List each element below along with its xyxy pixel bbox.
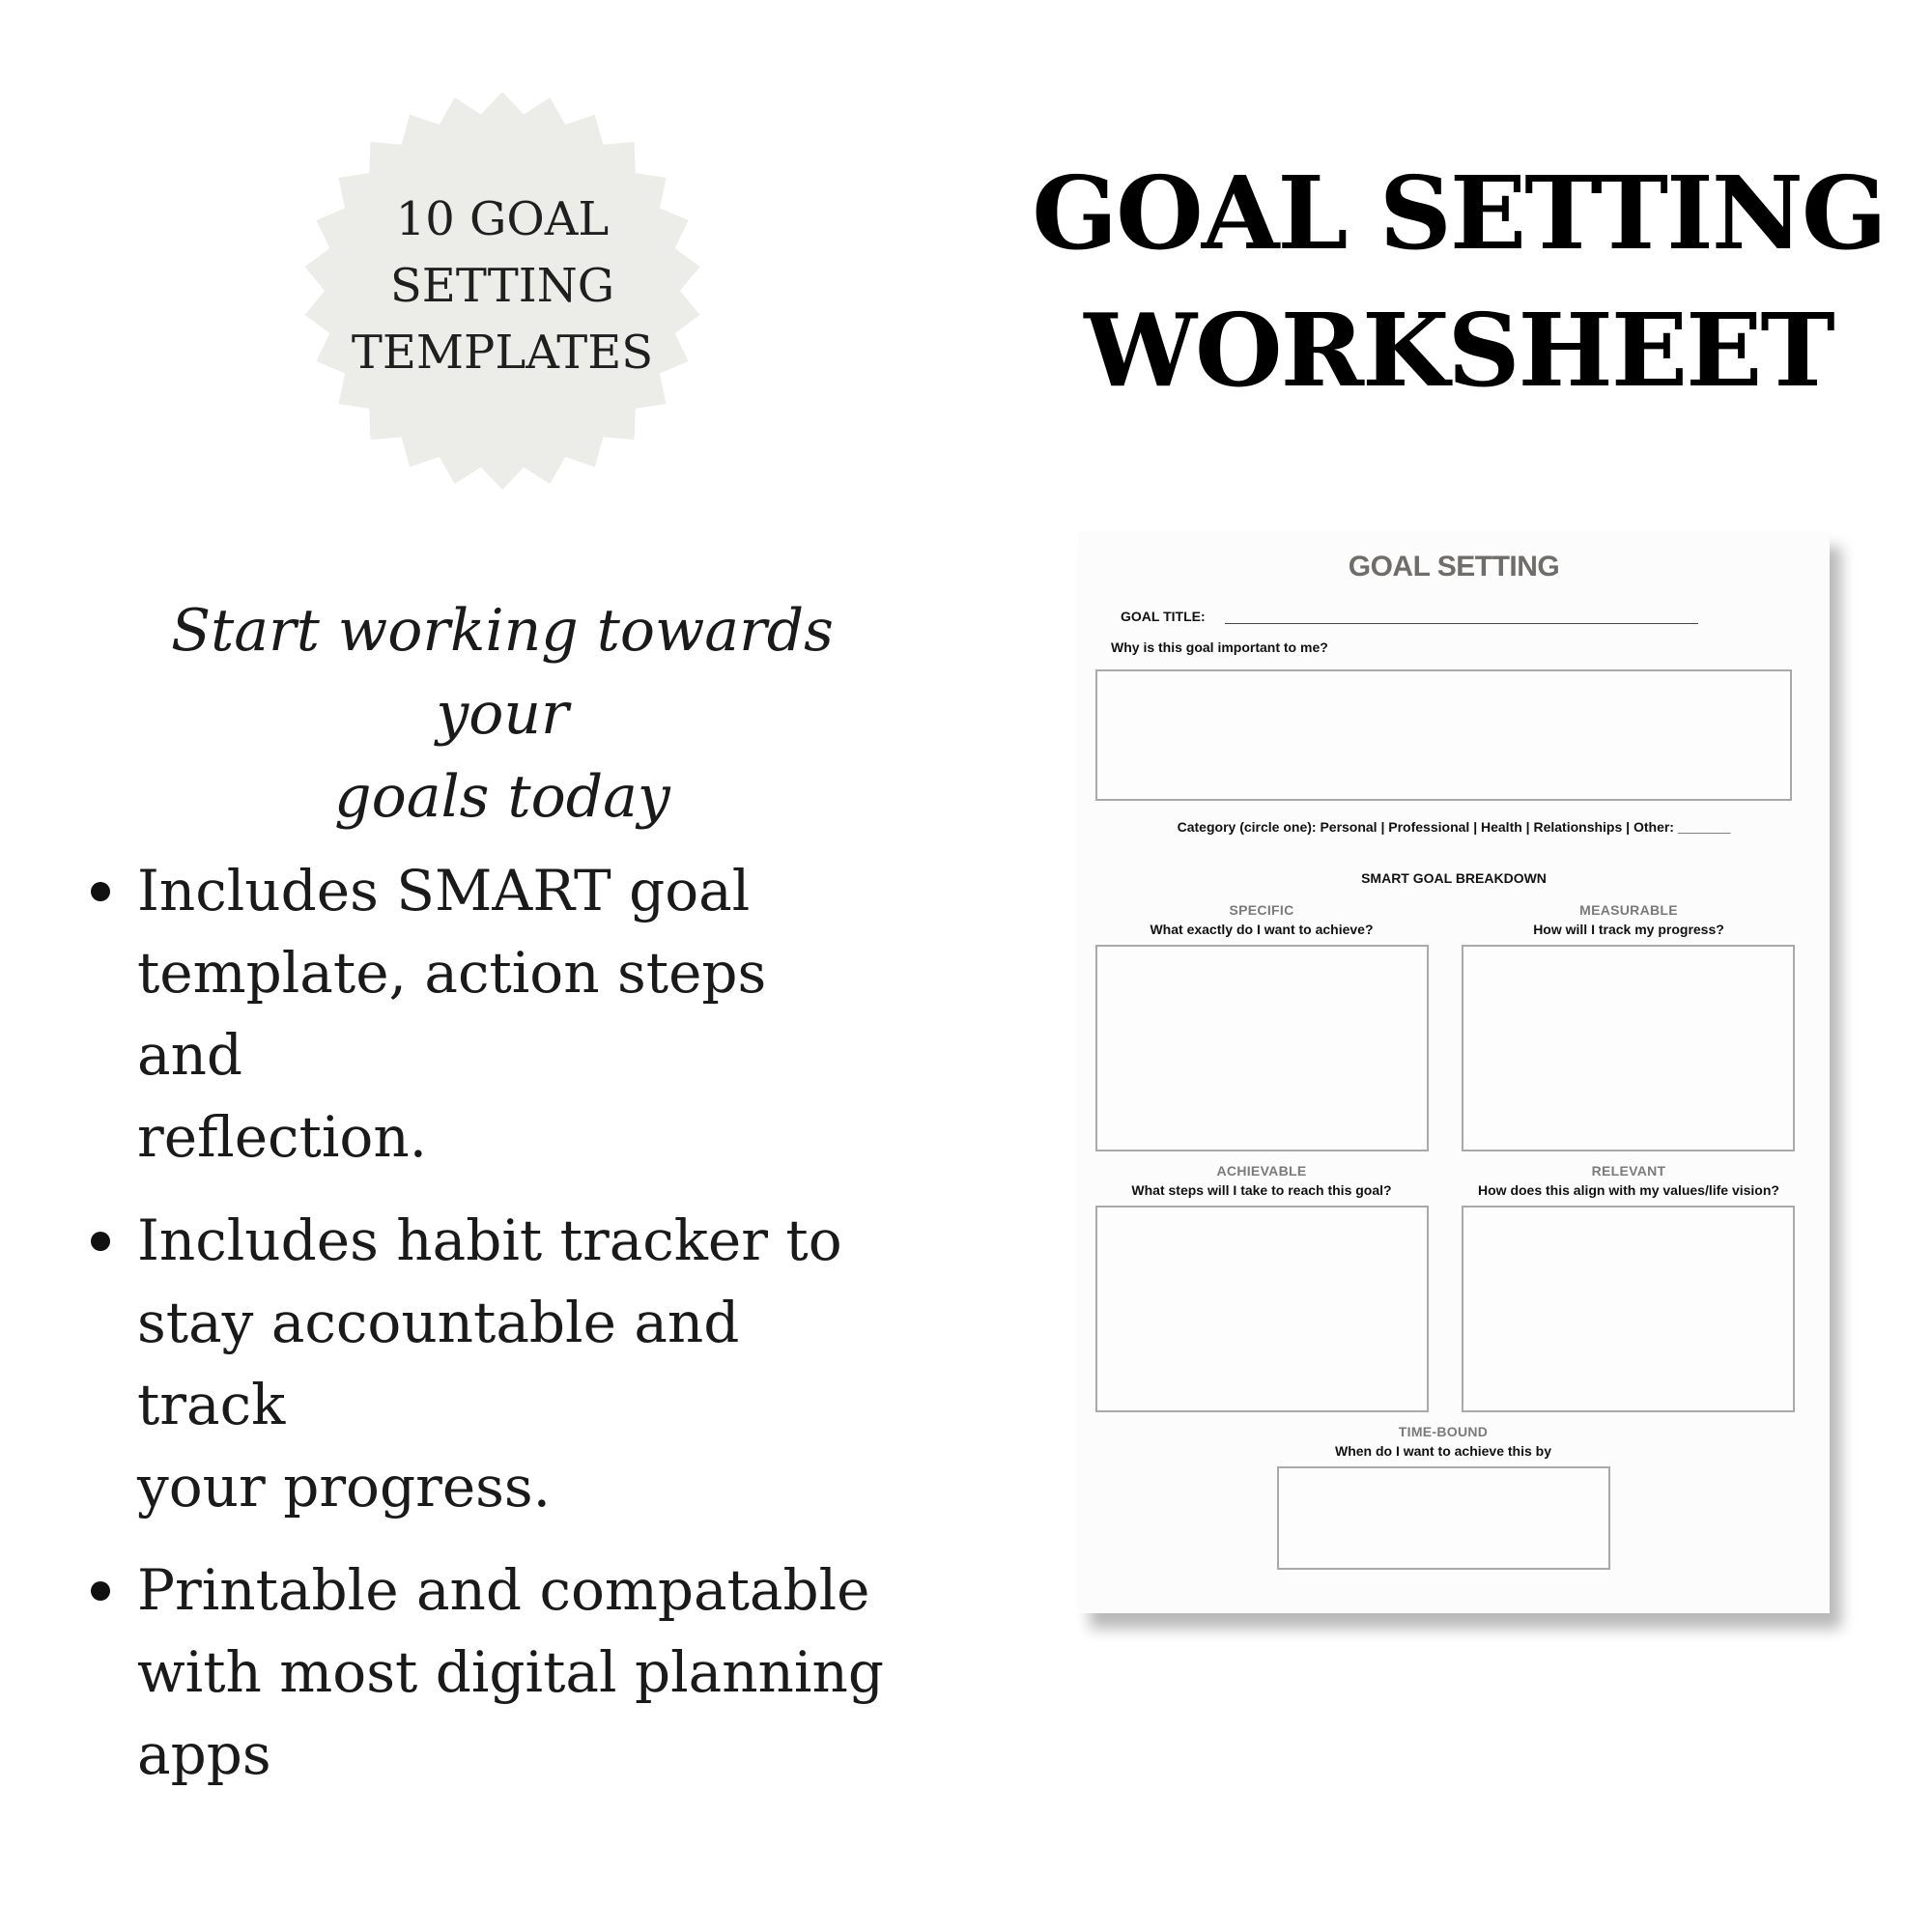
badge-line: TEMPLATES	[351, 326, 654, 380]
worksheet-title: GOAL SETTING	[1348, 551, 1560, 582]
specific-box	[1095, 945, 1429, 1151]
page-title-line: GOAL SETTING	[1032, 154, 1886, 272]
goal-title-label: GOAL TITLE:	[1121, 609, 1206, 624]
timebound-box	[1277, 1466, 1610, 1570]
specific-question: What exactly do I want to achieve?	[1150, 922, 1374, 937]
page-title-line: WORKSHEET	[1084, 291, 1833, 410]
feature-line: Includes habit tracker to	[137, 1208, 842, 1273]
feature-item	[87, 1200, 889, 1528]
timebound-question: When do I want to achieve this by	[1334, 1443, 1552, 1459]
why-important-box	[1095, 669, 1792, 801]
relevant-box	[1462, 1206, 1795, 1412]
relevant-question: How does this align with my values/life vision?	[1478, 1182, 1779, 1198]
feature-list	[87, 850, 889, 1817]
feature-line: apps	[137, 1721, 271, 1787]
achievable-heading: ACHIEVABLE	[1216, 1163, 1307, 1179]
feature-line: stay accountable and track	[137, 1290, 740, 1437]
feature-item	[87, 1549, 889, 1796]
feature-line: with most digital planning	[137, 1639, 884, 1705]
bullet-dot-icon	[91, 882, 110, 901]
specific-heading: SPECIFIC	[1229, 902, 1294, 918]
goal-title-line	[1225, 623, 1698, 624]
feature-line: Includes SMART goal	[137, 858, 751, 923]
relevant-heading: RELEVANT	[1591, 1163, 1666, 1179]
measurable-box	[1462, 945, 1795, 1151]
tagline-line: Start working towards your	[171, 597, 834, 748]
measurable-question: How will I track my progress?	[1533, 922, 1724, 937]
tagline	[116, 589, 889, 838]
bullet-dot-icon	[91, 1581, 110, 1601]
badge-text	[303, 186, 701, 386]
feature-line: your progress.	[137, 1454, 552, 1520]
badge-line: SETTING	[389, 259, 615, 313]
smart-breakdown-heading: SMART GOAL BREAKDOWN	[1361, 870, 1547, 886]
badge-line: 10 GOAL	[395, 192, 610, 246]
templates-badge	[303, 92, 701, 490]
why-important-label: Why is this goal important to me?	[1111, 639, 1328, 655]
feature-item	[87, 850, 889, 1179]
feature-line: template, action steps and	[137, 940, 767, 1088]
worksheet-preview	[1078, 531, 1830, 1613]
achievable-question: What steps will I take to reach this goal?	[1131, 1182, 1392, 1198]
feature-line: reflection.	[137, 1104, 428, 1170]
feature-line: Printable and compatable	[137, 1557, 870, 1623]
category-line: Category (circle one): Personal | Professional | Health | Relationships | Other: _______	[1177, 819, 1731, 835]
achievable-box	[1095, 1206, 1429, 1412]
page-title	[1024, 145, 1893, 419]
bullet-dot-icon	[91, 1232, 110, 1251]
measurable-heading: MEASURABLE	[1579, 902, 1678, 918]
timebound-heading: TIME-BOUND	[1398, 1424, 1489, 1439]
tagline-line: goals today	[334, 763, 670, 831]
